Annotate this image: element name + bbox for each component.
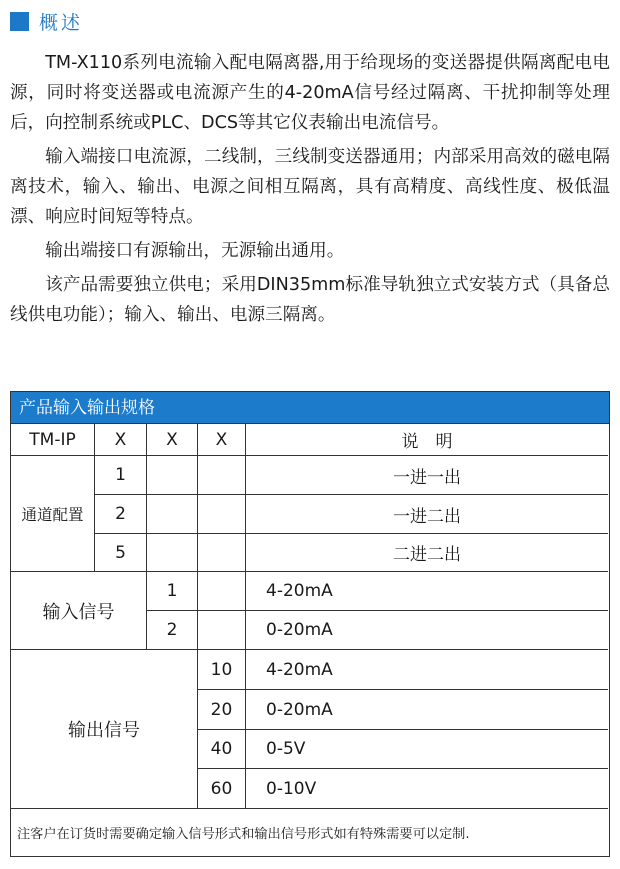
input-code-1: 1 bbox=[147, 572, 198, 611]
spec-table-grid bbox=[11, 424, 608, 809]
output-code-4: 60 bbox=[198, 769, 246, 809]
channel-empty-1b bbox=[198, 456, 246, 495]
input-desc-2: 0-20mA bbox=[246, 611, 608, 650]
channel-desc-1: 一进一出 bbox=[246, 456, 608, 495]
overview-paragraph-1: TM-X110系列电流输入配电隔离器,用于给现场的变送器提供隔离配电电源，同时将变送器或电流源产生的4-20mA信号经过隔离、干扰抑制等处理后，向控制系统或PLC、DCS等其它仪表输出电流信号。 bbox=[10, 53, 610, 133]
header-x1: X bbox=[95, 424, 147, 456]
channel-code-1: 1 bbox=[95, 456, 147, 495]
output-code-1: 10 bbox=[198, 650, 246, 690]
output-desc-3: 0-5V bbox=[246, 730, 608, 769]
input-empty-1 bbox=[198, 572, 246, 611]
overview-paragraph-3: 输出端接口有源输出，无源输出通用。 bbox=[45, 241, 345, 261]
header-desc: 说 明 bbox=[246, 424, 608, 456]
channel-empty-3a bbox=[147, 534, 198, 572]
channel-code-2: 2 bbox=[95, 495, 147, 534]
section-title: 概述 bbox=[39, 11, 84, 34]
output-code-3: 40 bbox=[198, 730, 246, 769]
overview-paragraph-2: 输入端接口电流源，二线制，三线制变送器通用；内部采用高效的磁电隔离技术，输入、输出、电源之间相互隔离，具有高精度、高线性度、极低温漂、响应时间短等特点。 bbox=[10, 147, 610, 227]
header-model: TM-IP bbox=[11, 424, 95, 456]
header-x2: X bbox=[147, 424, 198, 456]
input-empty-2 bbox=[198, 611, 246, 650]
channel-code-3: 5 bbox=[95, 534, 147, 572]
channel-empty-3b bbox=[198, 534, 246, 572]
channel-empty-1a bbox=[147, 456, 198, 495]
overview-paragraph-4: 该产品需要独立供电；采用DIN35mm标准导轨独立式安装方式（具备总线供电功能）；输入、输出、电源三隔离。 bbox=[10, 275, 610, 325]
channel-label: 通道配置 bbox=[11, 456, 95, 572]
output-desc-4: 0-10V bbox=[246, 769, 608, 809]
section-heading bbox=[10, 6, 83, 36]
channel-desc-3: 二进二出 bbox=[246, 534, 608, 572]
input-code-2: 2 bbox=[147, 611, 198, 650]
output-desc-2: 0-20mA bbox=[246, 690, 608, 730]
spec-table-title: 产品输入输出规格 bbox=[11, 392, 609, 424]
overview-text bbox=[10, 48, 610, 334]
square-bullet-icon bbox=[10, 12, 29, 31]
input-label: 输入信号 bbox=[11, 572, 147, 650]
channel-empty-2b bbox=[198, 495, 246, 534]
spec-table bbox=[10, 391, 610, 857]
output-code-2: 20 bbox=[198, 690, 246, 730]
channel-empty-2a bbox=[147, 495, 198, 534]
output-desc-1: 4-20mA bbox=[246, 650, 608, 690]
output-label: 输出信号 bbox=[11, 650, 198, 809]
channel-desc-2: 一进二出 bbox=[246, 495, 608, 534]
order-note: 注客户在订货时需要确定输入信号形式和输出信号形式如有特殊需要可以定制. bbox=[17, 826, 470, 842]
input-desc-1: 4-20mA bbox=[246, 572, 608, 611]
header-x3: X bbox=[198, 424, 246, 456]
